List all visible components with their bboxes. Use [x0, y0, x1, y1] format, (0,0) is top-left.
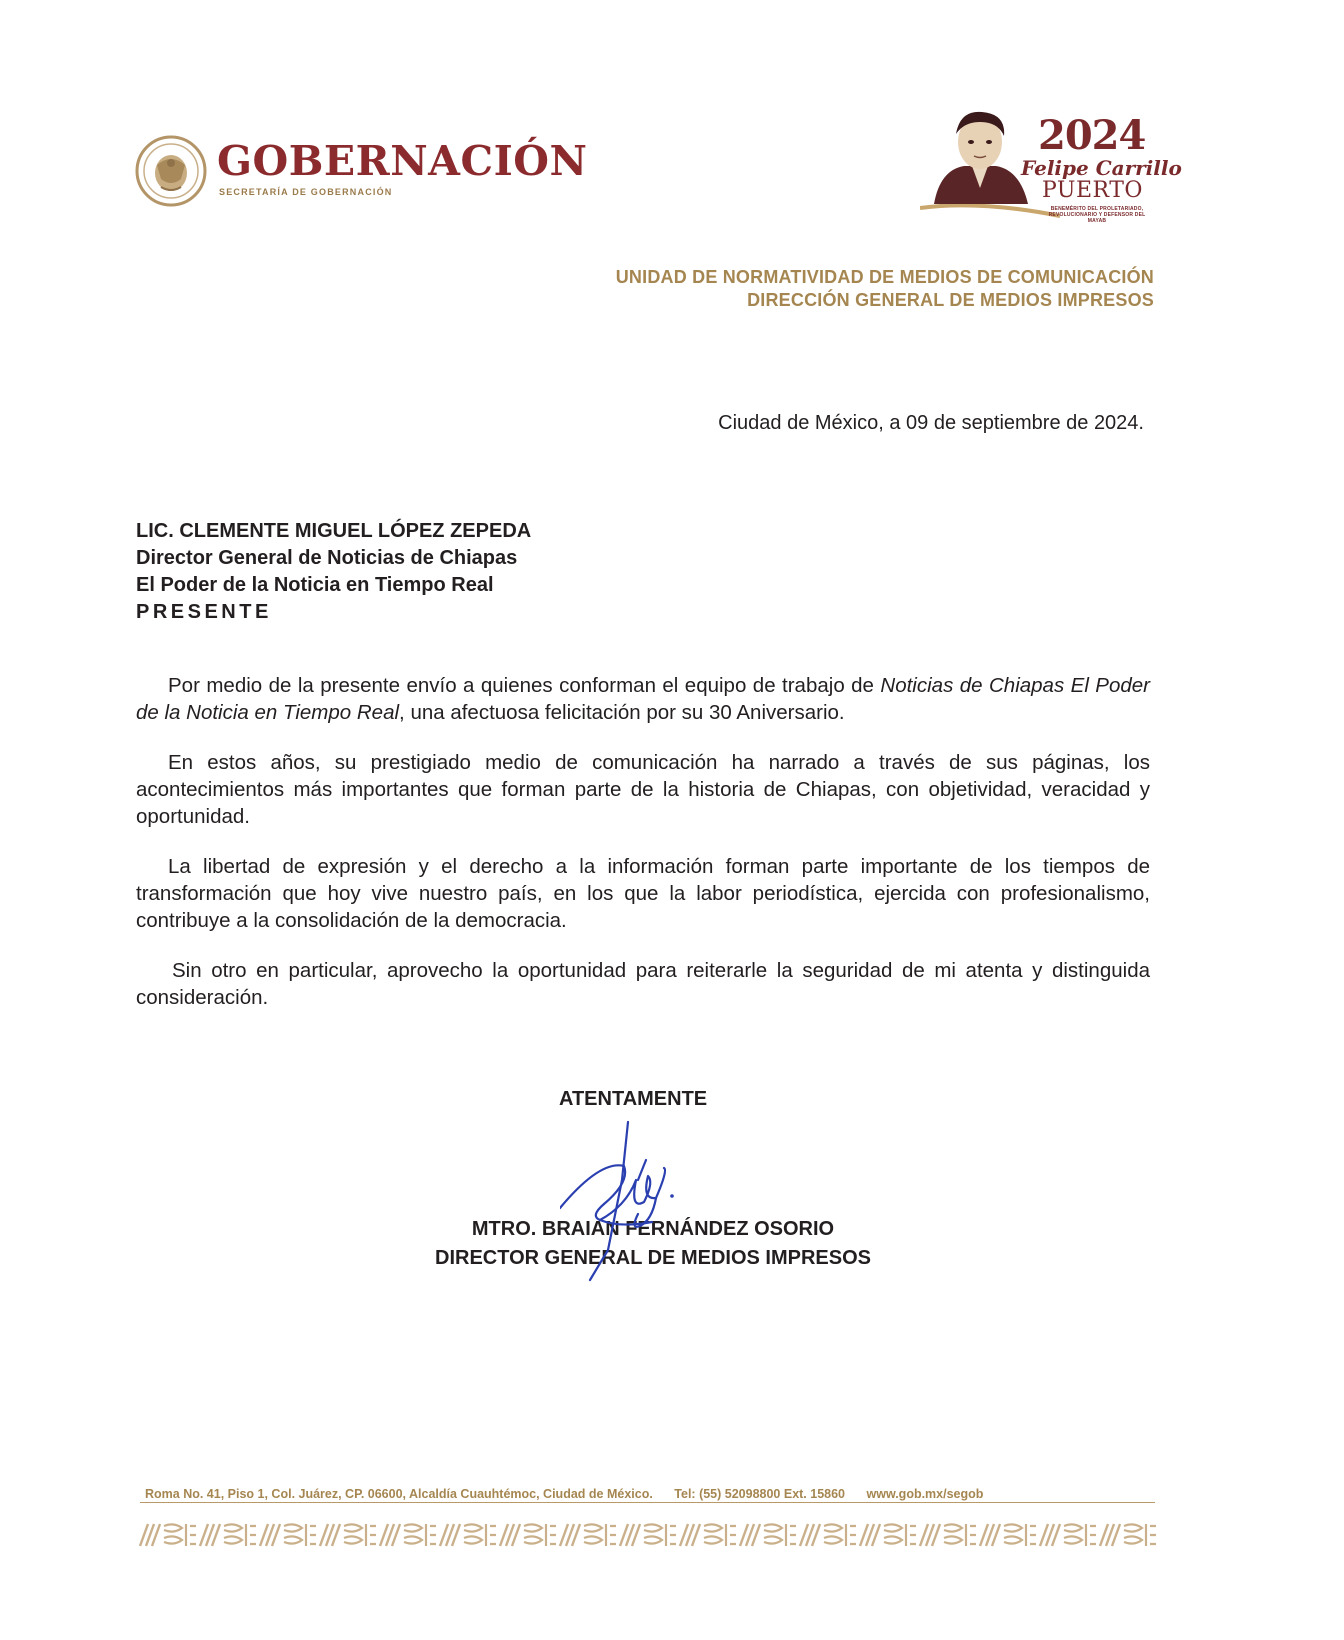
paragraph-1-start: Por medio de la presente envío a quienes conforman el equipo de trabajo de	[168, 674, 881, 697]
footer-divider	[140, 1502, 1155, 1503]
national-seal-icon	[135, 135, 207, 207]
puerto-text: PUERTO	[1042, 178, 1143, 203]
handwritten-signature-icon	[560, 1120, 720, 1290]
footer-website[interactable]: www.gob.mx/segob	[866, 1487, 984, 1501]
decorative-pattern-icon	[138, 1520, 1158, 1550]
felipe-carrillo-text: Felipe Carrillo	[1021, 156, 1182, 180]
footer-contact	[145, 1487, 1155, 1501]
paragraph-3: La libertad de expresión y el derecho a la información forman parte importante de los tiempos de transformación que hoy vive nuestro país, en los que la labor periodística, ejercida con profesionalismo, contribuye a la consolidación de la democracia.	[136, 855, 1150, 932]
recipient-org: El Poder de la Noticia en Tiempo Real	[136, 574, 494, 596]
paragraph-4: Sin otro en particular, aprovecho la oportunidad para reiterarle la seguridad de mi atenta y distinguida consideración.	[136, 959, 1150, 1009]
closing-atentamente: ATENTAMENTE	[559, 1088, 708, 1110]
letter-body	[136, 672, 1150, 1034]
gobernacion-subtitle: SECRETARÍA DE GOBERNACIÓN	[219, 187, 393, 197]
recipient-name: LIC. CLEMENTE MIGUEL LÓPEZ ZEPEDA	[136, 520, 532, 542]
recipient-block	[136, 518, 531, 626]
recipient-title: Director General de Noticias de Chiapas	[136, 547, 518, 569]
unit-line-2: DIRECCIÓN GENERAL DE MEDIOS IMPRESOS	[747, 290, 1154, 310]
paragraph-1-end: , una afectuosa felicitación por su 30 Aniversario.	[399, 701, 845, 724]
year-2024	[1038, 112, 1145, 159]
presente-label: PRESENTE	[136, 601, 272, 623]
footer-address: Roma No. 41, Piso 1, Col. Juárez, CP. 06600, Alcaldía Cuauhtémoc, Ciudad de México.	[145, 1487, 653, 1501]
signer-name: MTRO. BRAIAN FERNÁNDEZ OSORIO	[471, 1218, 835, 1240]
signer-title: DIRECTOR GENERAL DE MEDIOS IMPRESOS	[435, 1247, 871, 1269]
felipe-carrillo-puerto-logo	[920, 108, 1182, 233]
footer-phone: Tel: (55) 52098800 Ext. 15860	[674, 1487, 846, 1501]
gobernacion-logo	[135, 133, 588, 208]
unit-header	[616, 266, 1154, 312]
paragraph-1-italic: Noticias de Chiapas El Poder de la Noticia en Tiempo Real	[136, 674, 1151, 724]
paragraph-2: En estos años, su prestigiado medio de comunicación ha narrado a través de sus páginas, los acontecimientos más importantes que forman parte de la historia de Chiapas, con objetividad, veracidad y oportunidad.	[136, 751, 1150, 828]
tagline-text: BENEMÉRITO DEL PROLETARIADO, REVOLUCIONARIO Y DEFENSOR DEL MAYAB	[1048, 206, 1146, 224]
unit-line-1: UNIDAD DE NORMATIVIDAD DE MEDIOS DE COMUNICACIÓN	[615, 267, 1154, 287]
gobernacion-title: GOBERNACIÓN	[217, 137, 588, 185]
year-text: 2024	[1038, 112, 1146, 159]
letter-date: Ciudad de México, a 09 de septiembre de 2024.	[718, 412, 1144, 434]
paragraph-1	[136, 672, 1150, 726]
